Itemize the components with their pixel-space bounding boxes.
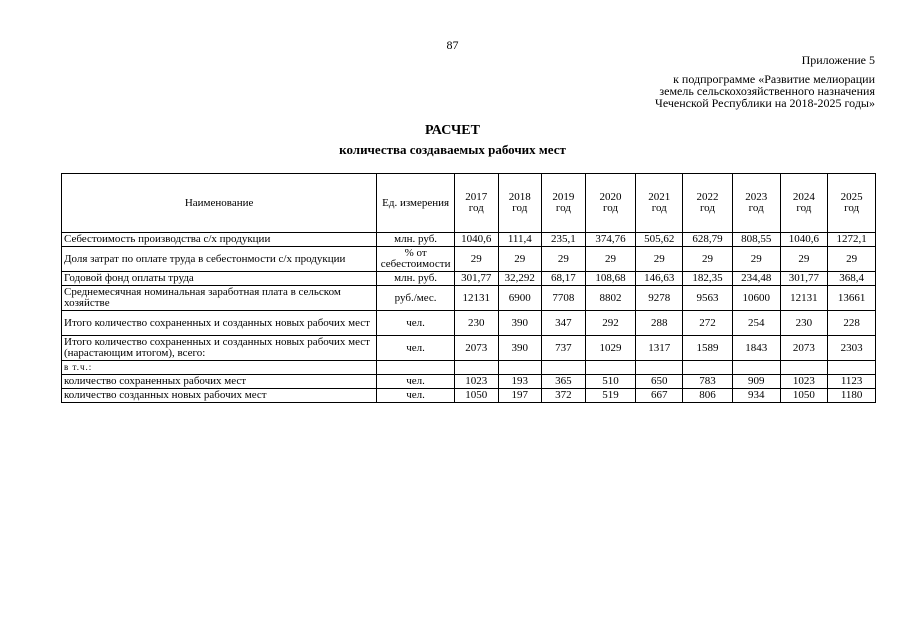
row-value: 29 [683, 247, 733, 272]
row-value: 108,68 [585, 272, 636, 286]
row-value: 505,62 [636, 233, 683, 247]
row-value: 1040,6 [780, 233, 828, 247]
row-value [636, 361, 683, 375]
row-value: 519 [585, 389, 636, 403]
row-value: 12131 [454, 286, 498, 311]
row-unit: млн. руб. [377, 272, 455, 286]
row-name: количество сохраненных рабочих мест [62, 375, 377, 389]
subprogram-line: земель сельскохозяйственного назначения [659, 84, 875, 98]
page-number: 87 [446, 38, 459, 52]
row-value: 29 [636, 247, 683, 272]
calculation-table [61, 173, 876, 403]
header-year: 2023 год [732, 174, 780, 233]
row-value: 29 [828, 247, 876, 272]
row-value: 390 [498, 336, 542, 361]
subprogram-line: Чеченской Республики на 2018-2025 годы» [655, 96, 875, 110]
document-subtitle: количества создаваемых рабочих мест [339, 142, 566, 157]
row-value: 1050 [780, 389, 828, 403]
appendix-label: Приложение 5 [801, 53, 875, 67]
row-value: 390 [498, 311, 542, 336]
table-row [62, 389, 876, 403]
row-value: 1180 [828, 389, 876, 403]
row-value [780, 361, 828, 375]
row-value: 628,79 [683, 233, 733, 247]
row-value: 8802 [585, 286, 636, 311]
row-value [454, 361, 498, 375]
row-value: 193 [498, 375, 542, 389]
row-value: 667 [636, 389, 683, 403]
row-value: 2073 [780, 336, 828, 361]
row-value: 272 [683, 311, 733, 336]
row-name: Годовой фонд оплаты труда [62, 272, 377, 286]
table-row [62, 286, 876, 311]
header-year: 2022 год [683, 174, 733, 233]
row-unit: % от себестоимости [377, 247, 455, 272]
table-row [62, 247, 876, 272]
row-value: 301,77 [780, 272, 828, 286]
row-value: 29 [732, 247, 780, 272]
row-value: 347 [542, 311, 586, 336]
row-value: 29 [542, 247, 586, 272]
row-value: 12131 [780, 286, 828, 311]
header-year: 2019 год [542, 174, 586, 233]
row-value [542, 361, 586, 375]
table-row [62, 336, 876, 361]
row-value: 230 [780, 311, 828, 336]
row-value: 182,35 [683, 272, 733, 286]
row-name: Доля затрат по оплате труда в себестонмости с/х продукции [62, 247, 377, 272]
row-value: 1029 [585, 336, 636, 361]
subprogram-reference [655, 73, 875, 109]
row-name: Итого количество сохраненных и созданных новых рабочих мест (нарастающим итогом), всего: [62, 336, 377, 361]
table-row [62, 375, 876, 389]
row-value: 6900 [498, 286, 542, 311]
row-value: 2073 [454, 336, 498, 361]
row-value: 230 [454, 311, 498, 336]
row-name: Среднемесячная номинальная заработная плата в сельском хозяйстве [62, 286, 377, 311]
row-unit: руб./мес. [377, 286, 455, 311]
row-value: 10600 [732, 286, 780, 311]
header-unit: Ед. измерения [377, 174, 455, 233]
subprogram-line: к подпрограмме «Развитие мелиорации [673, 72, 875, 86]
row-value [585, 361, 636, 375]
row-value: 7708 [542, 286, 586, 311]
row-name: количество созданных новых рабочих мест [62, 389, 377, 403]
row-value: 1843 [732, 336, 780, 361]
table-row [62, 233, 876, 247]
row-unit: млн. руб. [377, 233, 455, 247]
row-value: 365 [542, 375, 586, 389]
row-unit: чел. [377, 375, 455, 389]
table-row [62, 311, 876, 336]
row-value: 1040,6 [454, 233, 498, 247]
row-value: 2303 [828, 336, 876, 361]
row-value: 9278 [636, 286, 683, 311]
header-year: 2025 год [828, 174, 876, 233]
row-value: 372 [542, 389, 586, 403]
row-value: 254 [732, 311, 780, 336]
row-name: в т.ч.: [62, 361, 377, 375]
row-value: 29 [585, 247, 636, 272]
row-value: 783 [683, 375, 733, 389]
row-value [498, 361, 542, 375]
row-value: 146,63 [636, 272, 683, 286]
row-value: 292 [585, 311, 636, 336]
row-value: 934 [732, 389, 780, 403]
row-unit: чел. [377, 336, 455, 361]
row-value: 235,1 [542, 233, 586, 247]
row-value: 737 [542, 336, 586, 361]
row-value: 32,292 [498, 272, 542, 286]
row-value: 29 [780, 247, 828, 272]
header-year: 2021 год [636, 174, 683, 233]
row-value: 197 [498, 389, 542, 403]
row-value: 806 [683, 389, 733, 403]
row-value: 228 [828, 311, 876, 336]
row-value: 288 [636, 311, 683, 336]
header-year: 2017 год [454, 174, 498, 233]
row-value: 29 [454, 247, 498, 272]
row-value: 808,55 [732, 233, 780, 247]
row-value: 29 [498, 247, 542, 272]
row-value: 1317 [636, 336, 683, 361]
table-header-row [62, 174, 876, 233]
row-unit: чел. [377, 311, 455, 336]
table-row [62, 272, 876, 286]
row-value: 111,4 [498, 233, 542, 247]
row-unit: чел. [377, 389, 455, 403]
row-value: 1023 [780, 375, 828, 389]
row-value: 1272,1 [828, 233, 876, 247]
row-value: 1023 [454, 375, 498, 389]
table-row [62, 361, 876, 375]
row-value: 301,77 [454, 272, 498, 286]
row-value: 368,4 [828, 272, 876, 286]
row-value: 1123 [828, 375, 876, 389]
row-value [828, 361, 876, 375]
row-value: 650 [636, 375, 683, 389]
header-year: 2024 год [780, 174, 828, 233]
header-year: 2020 год [585, 174, 636, 233]
header-name: Наименование [62, 174, 377, 233]
table-body [62, 233, 876, 403]
row-value: 9563 [683, 286, 733, 311]
row-name: Себестоимость производства с/х продукции [62, 233, 377, 247]
row-value: 909 [732, 375, 780, 389]
header-year: 2018 год [498, 174, 542, 233]
document-title: РАСЧЕТ [425, 123, 480, 138]
row-value [683, 361, 733, 375]
row-value: 68,17 [542, 272, 586, 286]
row-value: 234,48 [732, 272, 780, 286]
row-value: 510 [585, 375, 636, 389]
row-name: Итого количество сохраненных и созданных новых рабочих мест [62, 311, 377, 336]
row-value [732, 361, 780, 375]
row-value: 13661 [828, 286, 876, 311]
row-value: 374,76 [585, 233, 636, 247]
row-unit [377, 361, 455, 375]
row-value: 1050 [454, 389, 498, 403]
row-value: 1589 [683, 336, 733, 361]
